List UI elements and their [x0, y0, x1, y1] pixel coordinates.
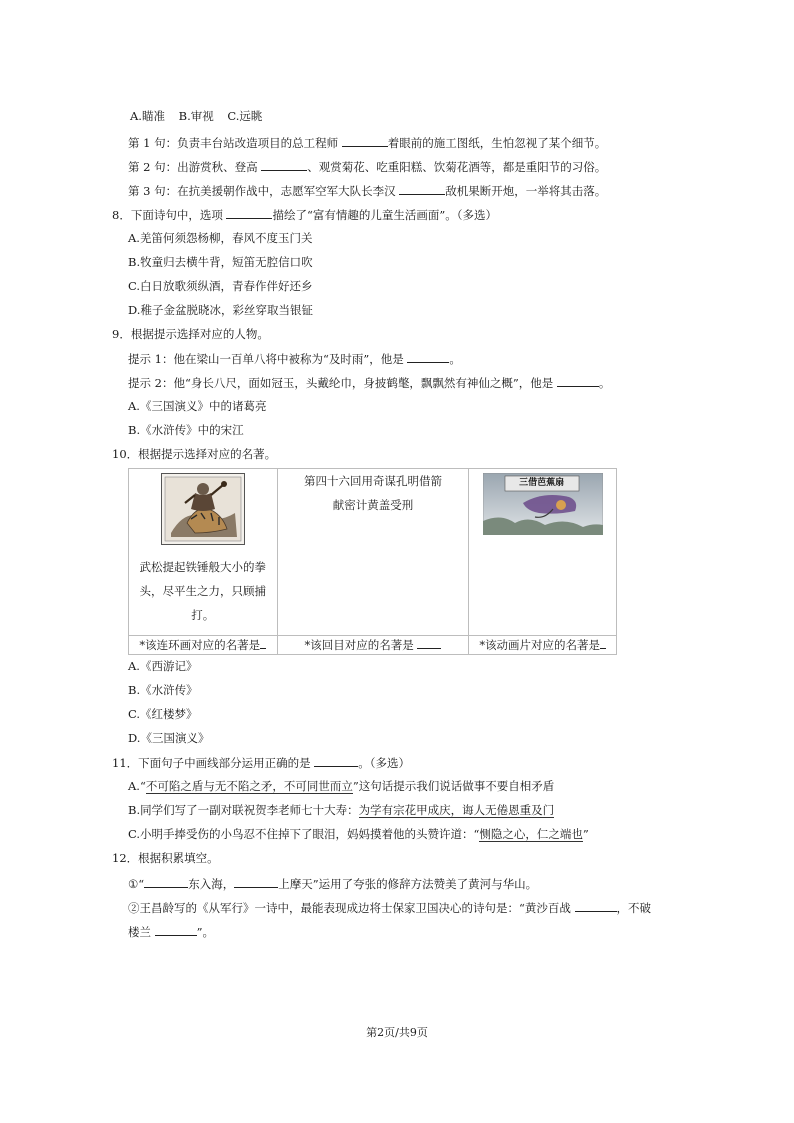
answer-blank[interactable] — [261, 158, 307, 171]
q8-option-a: A.羌笛何须怨杨柳，春风不度玉门关 — [128, 231, 313, 245]
answer-blank[interactable] — [600, 636, 606, 649]
chapter-title: 第四十六回用奇谋孔明借箭 献密计黄盖受刑 — [303, 474, 442, 512]
foot-cell-2: *该回目对应的名著是 — [277, 636, 469, 655]
answer-blank[interactable] — [557, 374, 599, 387]
q7-sentence-2: 第 2 句：出游赏秋、登高 、观赏菊花、吃重阳糕、饮菊花酒等，都是重阳节的习俗。 — [128, 160, 607, 174]
q11-option-c: C.小明手捧受伤的小鸟忍不住掉下了眼泪，妈妈摸着他的头赞许道：“恻隐之心，仁之端也” — [128, 827, 589, 841]
answer-blank[interactable] — [144, 875, 188, 888]
q9-option-b: B.《水浒传》中的宋江 — [128, 423, 244, 437]
answer-blank[interactable] — [155, 923, 197, 936]
answer-blank[interactable] — [417, 636, 441, 649]
q10-table — [128, 468, 617, 655]
q7-sentence-3: 第 3 句：在抗美援朝作战中，志愿军空军大队长李汉 敌机果断开炮，一举将其击落。 — [128, 184, 607, 198]
cartoon-cell — [469, 469, 617, 636]
q7-option-a: A.瞄准 — [130, 109, 165, 123]
underlined-phrase: 为学有宗花甲成庆，诲人无倦恩重及门 — [358, 803, 555, 817]
cartoon-image — [483, 473, 603, 535]
q7-option-b: B.审视 — [178, 109, 214, 123]
answer-blank[interactable] — [226, 206, 272, 219]
q10-option-d: D.《三国演义》 — [128, 731, 210, 745]
comic-image — [161, 473, 245, 545]
answer-blank[interactable] — [234, 875, 278, 888]
q9-stem: 9．根据提示选择对应的人物。 — [112, 327, 269, 341]
q11-stem: 11．下面句子中画线部分运用正确的是 。（多选） — [112, 756, 411, 770]
comic-cell — [129, 469, 278, 636]
q7-sentence-1: 第 1 句：负责丰台站改造项目的总工程师 着眼前的施工图纸，生怕忽视了某个细节。 — [128, 136, 607, 150]
q10-option-c: C.《红楼梦》 — [128, 707, 198, 721]
q9-hint-1: 提示 1：他在梁山一百单八将中被称为“及时雨”，他是 。 — [128, 352, 461, 366]
q11-option-b: B.同学们写了一副对联祝贺李老师七十大寿：为学有宗花甲成庆，诲人无倦恩重及门 — [128, 803, 555, 817]
page-number: 第2页/共9页 — [366, 1026, 428, 1039]
q8-stem: 8．下面诗句中，选项 描绘了“富有情趣的儿童生活画面”。（多选） — [112, 208, 497, 222]
answer-blank[interactable] — [342, 134, 388, 147]
q9-option-a: A.《三国演义》中的诸葛亮 — [128, 399, 267, 413]
chapter-cell — [277, 469, 469, 636]
answer-blank[interactable] — [260, 636, 266, 649]
underlined-phrase: 不可陷之盾与无不陷之矛，不可同世而立 — [145, 779, 353, 793]
foot-cell-3: *该动画片对应的名著是 — [469, 636, 617, 655]
q12-item-2-cont: 楼兰 ”。 — [128, 925, 215, 939]
answer-blank[interactable] — [314, 754, 358, 767]
q10-option-a: A.《西游记》 — [128, 659, 198, 673]
q8-option-d: D.稚子金盆脱晓冰，彩丝穿取当银钲 — [128, 303, 313, 317]
q12-stem: 12．根据积累填空。 — [112, 851, 219, 865]
q10-stem: 10．根据提示选择对应的名著。 — [112, 447, 277, 461]
underlined-phrase: 恻隐之心，仁之端也 — [479, 827, 583, 841]
cartoon-title: 三借芭蕉扇 — [519, 478, 565, 488]
comic-caption: 武松提起铁锤般大小的拳 头，尽平生之力，只顾捕 打。 — [139, 560, 267, 622]
answer-blank[interactable] — [575, 899, 617, 912]
q7-option-c: C.远眺 — [227, 109, 263, 123]
q7-options — [130, 108, 272, 124]
q12-item-2: ②王昌龄写的《从军行》一诗中，最能表现成边将士保家卫国决心的诗句是：“黄沙百战 ，不破 — [128, 901, 652, 915]
q9-hint-2: 提示 2：他“身长八尺，面如冠玉，头戴纶巾，身披鹤氅，飘飘然有神仙之概”，他是 。 — [128, 376, 611, 390]
q8-option-c: C.白日放歌须纵酒，青春作伴好还乡 — [128, 279, 313, 293]
q11-option-a: A.“不可陷之盾与无不陷之矛，不可同世而立”这句话提示我们说话做事不要自相矛盾 — [128, 779, 555, 793]
q10-option-b: B.《水浒传》 — [128, 683, 198, 697]
answer-blank[interactable] — [399, 182, 445, 195]
q12-item-1: ①“ 东入海， 上摩天”运用了夸张的修辞方法赞美了黄河与华山。 — [128, 877, 538, 891]
wusong-tiger-illustration — [161, 473, 245, 545]
foot-cell-1: *该连环画对应的名著是 — [129, 636, 278, 655]
q8-option-b: B.牧童归去横牛背，短笛无腔信口吹 — [128, 255, 313, 269]
answer-blank[interactable] — [407, 350, 449, 363]
